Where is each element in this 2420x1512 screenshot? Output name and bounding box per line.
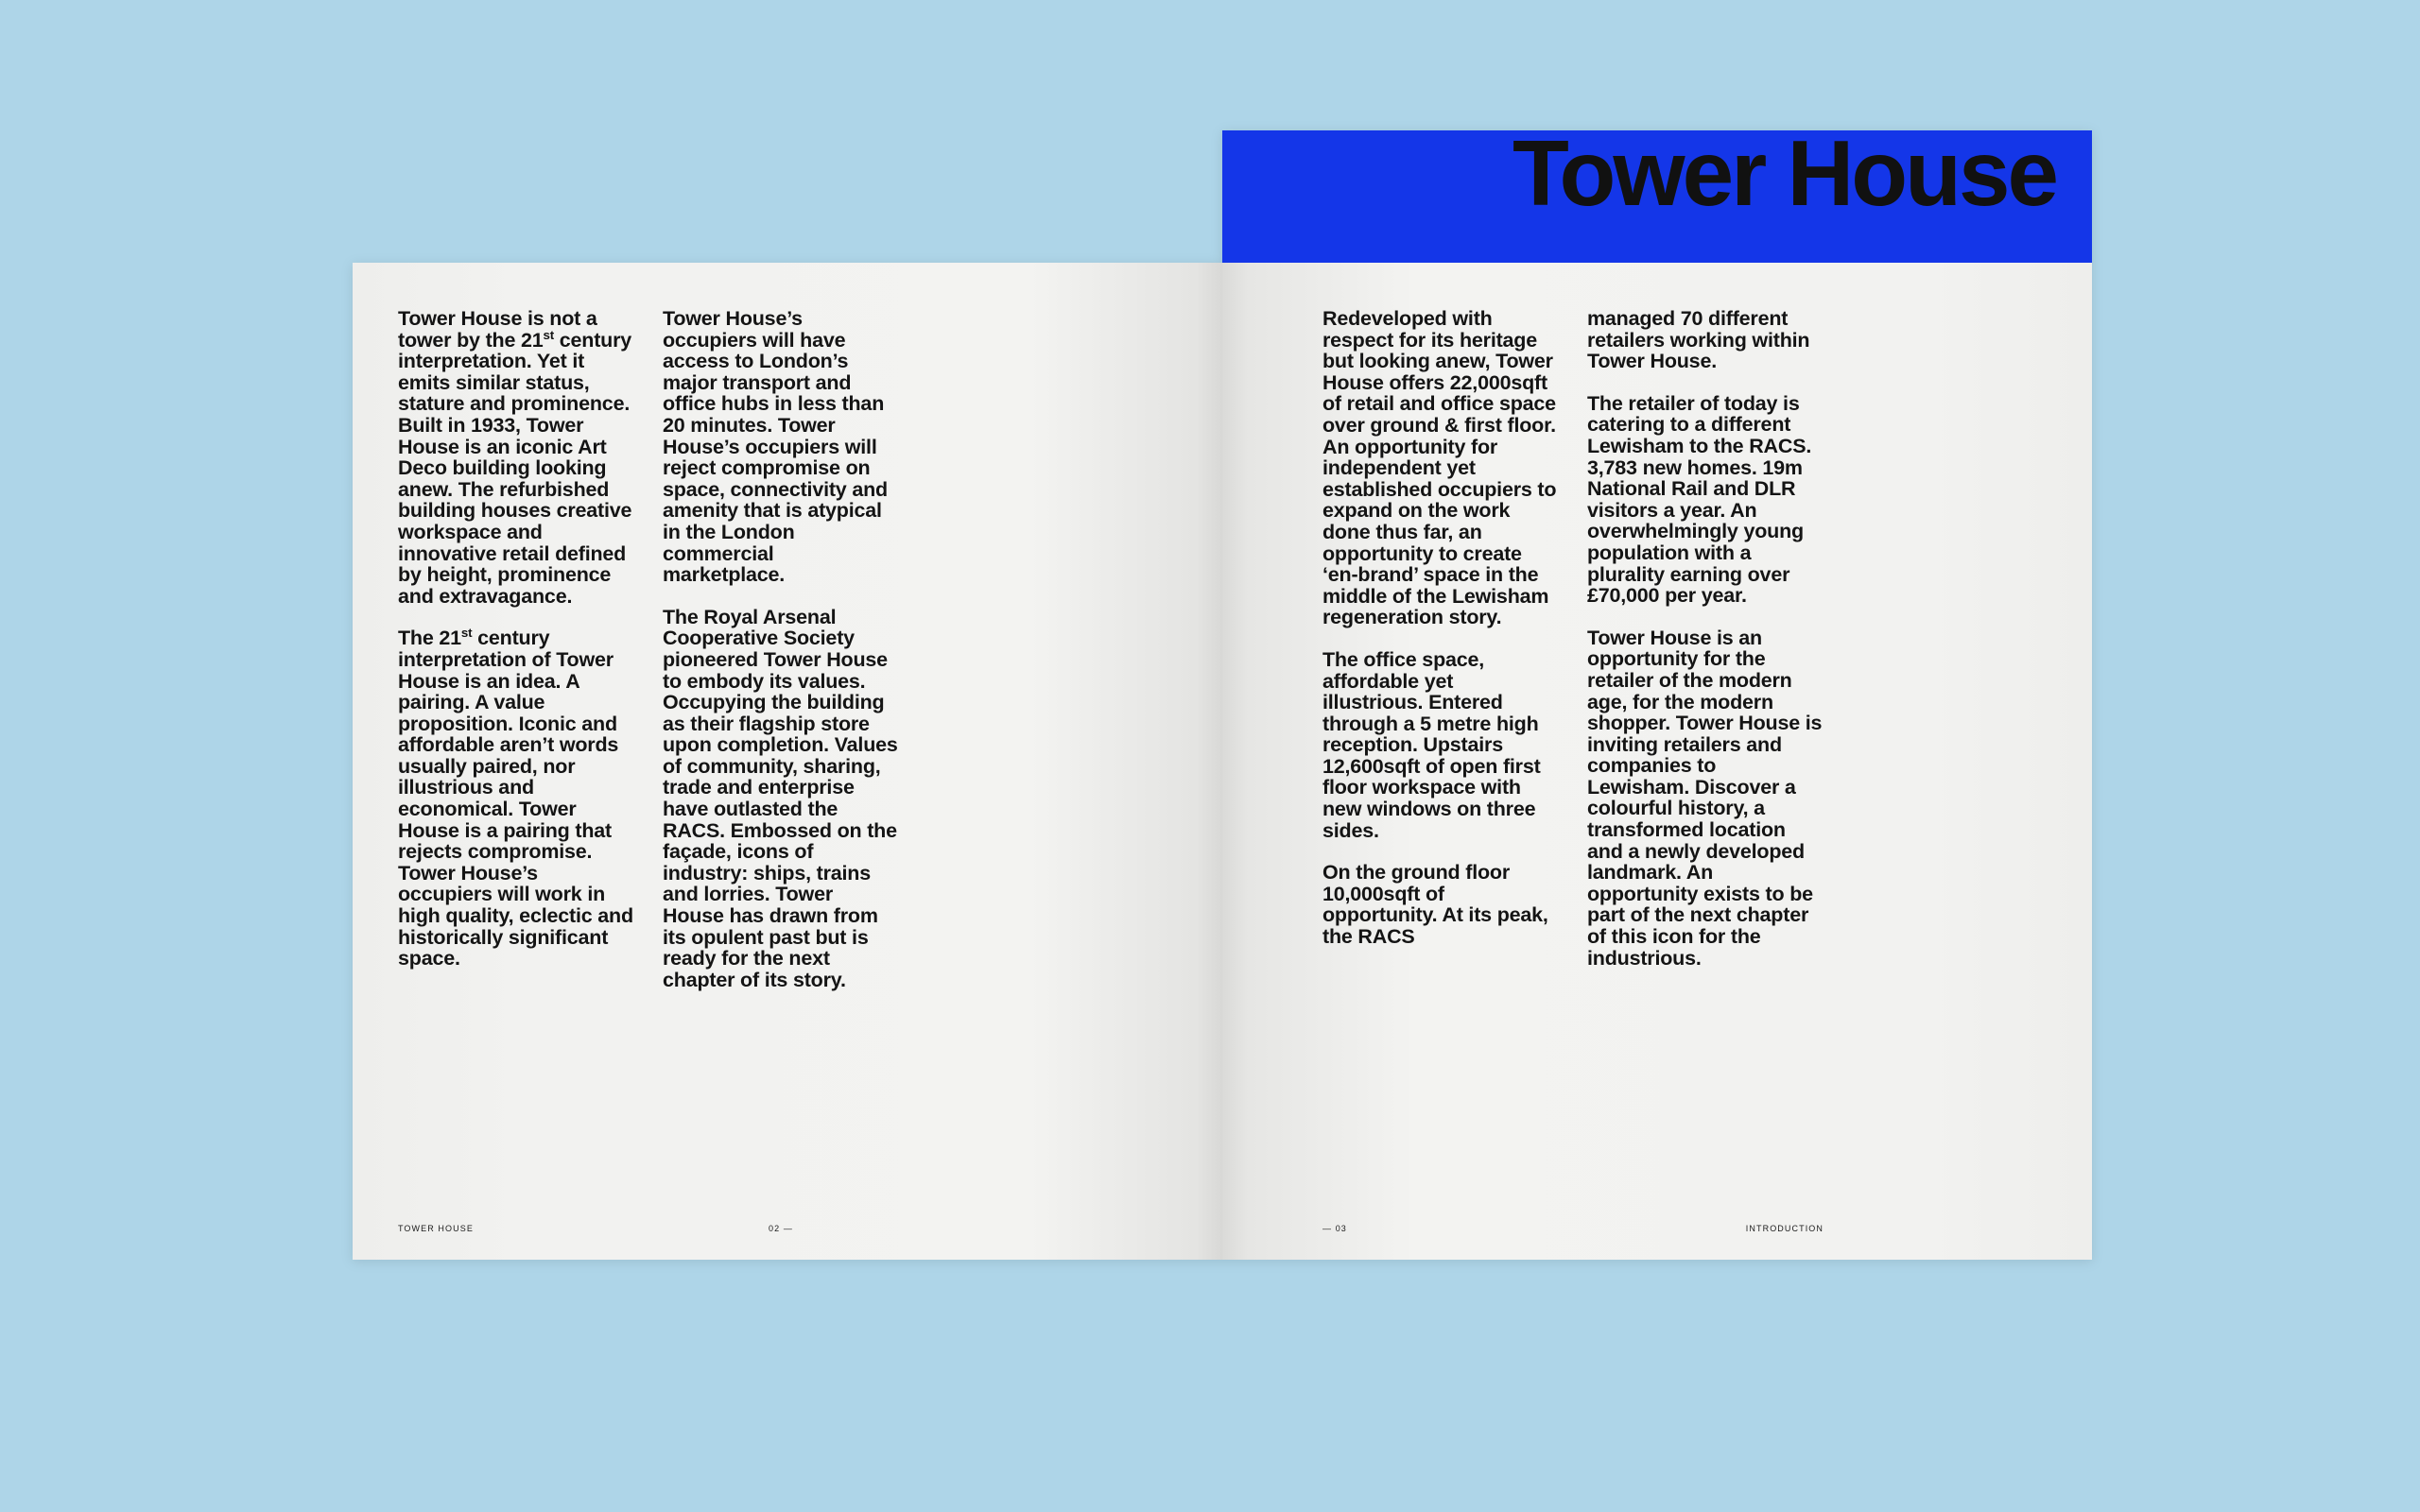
left-page [353, 263, 1222, 1260]
footer-section-name: INTRODUCTION [1745, 1224, 1824, 1233]
right-column-2 [1587, 308, 1824, 969]
paragraph: Tower House’s occupiers will have access to London’s major transport and office hubs in less than 20 minutes. Tower House’s occupiers will reject compromise on space, connectivity and amenity that is atypical in the London commercial marketplace. [663, 307, 888, 587]
title-banner [1222, 130, 2092, 263]
footer-page-number: — 03 [1322, 1224, 1347, 1233]
right-page-footer [1222, 1224, 2092, 1233]
paragraph: Redeveloped with respect for its heritage but looking anew, Tower House offers 22,000sqft of retail and office space over ground & first floor. An opportunity for independent yet established occupiers to expand on the work done thus far, an opportunity to create ‘en-brand’ space in the middle of the Lewisham regeneration story. [1322, 307, 1557, 629]
left-column-2 [663, 308, 899, 990]
right-page [1222, 130, 2092, 1260]
paragraph: The office space, affordable yet illustrious. Entered through a 5 metre high reception. Upstairs 12,600sqft of open first floor workspace with new windows on three sides. [1322, 647, 1541, 842]
footer-publication-name: TOWER HOUSE [398, 1224, 474, 1233]
page-title: Tower House [1512, 130, 2056, 225]
paragraph: The retailer of today is catering to a different Lewisham to the RACS. 3,783 new homes. 19m National Rail and DLR visitors a year. An overwhelmingly young population with a plurality earning over £70,000 per year. [1587, 391, 1812, 608]
left-column-1 [398, 308, 634, 990]
left-page-columns [353, 308, 1222, 990]
left-page-footer [353, 1224, 1222, 1233]
paragraph: Tower House is an opportunity for the retailer of the modern age, for the modern shopper. Tower House is inviting retailers and companies to Lewisham. Discover a colourful history, a transformed location and a newly developed landmark. An opportunity exists to be part of the next chapter of this icon for the industrious. [1587, 626, 1823, 970]
right-page-columns [1222, 308, 2092, 969]
paragraph: The Royal Arsenal Cooperative Society pioneered Tower House to embody its values. Occupying the building as their flagship store upon completion. Values of community, sharing, trade and enterprise have outlasted the RACS. Embossed on the façade, icons of industry: ships, trains and lorries. Tower House has drawn from its opulent past but is ready for the next chapter of its story. [663, 605, 898, 991]
magazine-spread [353, 130, 2092, 1260]
paragraph: The 21st century interpretation of Tower House is an idea. A pairing. A value proposition. Iconic and affordable aren’t words usually paired, nor illustrious and economical. Tower House is a pairing that rejects compromise. Tower House’s occupiers will work in high quality, eclectic and historically significant space. [398, 626, 633, 971]
footer-page-number: 02 — [769, 1224, 793, 1233]
paragraph: managed 70 different retailers working within Tower House. [1587, 307, 1810, 373]
paragraph: On the ground floor 10,000sqft of opportunity. At its peak, the RACS [1322, 861, 1548, 949]
paragraph: Tower House is not a tower by the 21st century interpretation. Yet it emits similar status, stature and prominence. Built in 1933, Tower House is an iconic Art Deco building looking anew. The refurbished building houses creative workspace and innovative retail defined by height, prominence and extravagance. [398, 307, 632, 608]
right-column-1 [1322, 308, 1559, 969]
